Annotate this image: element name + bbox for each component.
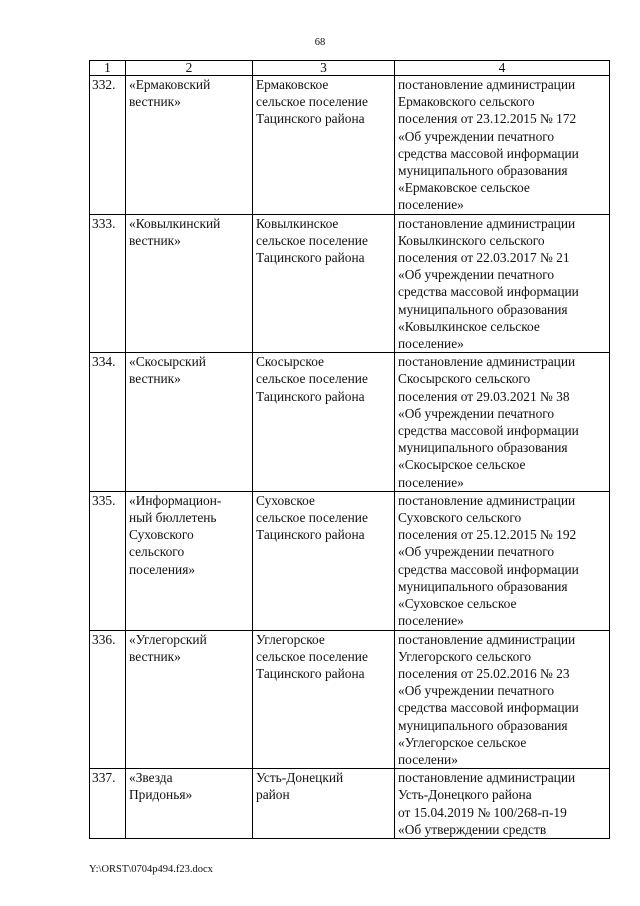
row-number: 334. [90,353,126,492]
text-line: Придонья» [129,787,193,803]
text-line: постановление администрации [398,631,576,647]
text-line: поселения» [129,561,196,577]
text-line: поселение» [398,336,464,352]
text-line: «Об учреждении печатного [398,128,555,144]
text-line: постановление администрации [398,770,576,786]
text-line: сельское поселение [256,371,368,387]
text-line: поселения от 25.02.2016 № 23 [398,665,570,681]
column-header: 4 [395,61,610,76]
text-line: поселение» [398,474,464,490]
text-line: сельское поселение [256,94,368,110]
row-number: 332. [90,76,126,215]
text-line: Суховское [256,492,315,508]
table-row [90,76,610,215]
publication-name [126,630,253,769]
publication-name [126,769,253,839]
publication-name [126,353,253,492]
founder-settlement [253,630,395,769]
text-line: сельское поселение [256,232,368,248]
founding-decree [395,76,610,215]
text-line: сельское поселение [256,510,368,526]
row-number: 337. [90,769,126,839]
text-line: муниципального образования [398,440,568,456]
founder-settlement [253,76,395,215]
row-number: 335. [90,491,126,630]
founding-decree [395,491,610,630]
table-row [90,630,610,769]
text-line: Суховского [129,527,194,543]
founding-decree [395,353,610,492]
text-line: «Суховское сельское [398,596,517,612]
text-line: Ермаковского сельского [398,94,535,110]
column-header: 2 [126,61,253,76]
text-line: средства массовой информации [398,561,579,577]
text-line: «Ермаковский [129,77,211,92]
text-line: муниципального образования [398,301,568,317]
text-line: «Об учреждении печатного [398,683,555,699]
text-line: «Ермаковское сельское [398,180,530,196]
text-line: постановление администрации [398,492,576,508]
text-line: муниципального образования [398,717,568,733]
text-line: Ковылкинского сельского [398,232,545,248]
text-line: «Скосырский [129,354,206,370]
row-number: 336. [90,630,126,769]
text-line: поселения от 23.12.2015 № 172 [398,111,577,127]
text-line: поселения от 22.03.2017 № 21 [398,250,570,266]
text-line: «Углегорский [129,631,207,647]
text-line: вестник» [129,232,181,248]
text-line: Тацинского района [256,388,365,404]
text-line: средства массовой информации [398,284,579,300]
text-line: сельского [129,544,185,560]
text-line: муниципального образования [398,163,568,179]
text-line: Суховского сельского [398,510,522,526]
text-line: Тацинского района [256,250,365,266]
publication-name [126,214,253,353]
text-line: Скосырского сельского [398,371,531,387]
text-line: «Об учреждении печатного [398,267,555,283]
text-line: Усть-Донецкий [256,770,344,786]
text-line: вестник» [129,371,181,387]
text-line: «Ковылкинский [129,215,221,231]
footer-file-path: Y:\ORST\0704p494.f23.docx [89,864,213,875]
table-row [90,214,610,353]
founding-decree [395,769,610,839]
text-line: Усть-Донецкого района [398,787,532,803]
founding-decree [395,214,610,353]
text-line: «Об утверждении средств [398,821,547,837]
text-line: сельское поселение [256,648,368,664]
text-line: «Об учреждении печатного [398,405,555,421]
text-line: Тацинского района [256,665,365,681]
text-line: поселения от 29.03.2021 № 38 [398,388,570,404]
text-line: «Информацион- [129,492,222,508]
text-line: «Углегорское сельское [398,734,527,750]
text-line: Тацинского района [256,111,365,127]
text-line: Тацинского района [256,527,365,543]
text-line: «Скосырское сельское [398,457,526,473]
column-header: 1 [90,61,126,76]
text-line: «Звезда [129,770,173,786]
table-header-row [90,61,610,76]
table-body [90,76,610,839]
text-line: Ермаковское [256,77,329,92]
text-line: район [256,787,290,803]
column-header: 3 [253,61,395,76]
founder-settlement [253,491,395,630]
table-row [90,353,610,492]
text-line: поселени» [398,751,458,767]
text-line: поселение» [398,197,464,213]
text-line: постановление администрации [398,215,576,231]
table-row [90,769,610,839]
text-line: «Ковылкинское сельское [398,318,540,334]
text-line: средства массовой информации [398,145,579,161]
page-number: 68 [314,37,326,48]
registry-table [89,60,610,839]
founding-decree [395,630,610,769]
text-line: Углегорского сельского [398,648,532,664]
text-line: средства массовой информации [398,423,579,439]
text-line: постановление администрации [398,354,576,370]
text-line: поселения от 25.12.2015 № 192 [398,527,577,543]
text-line: Скосырское [256,354,324,370]
founder-settlement [253,769,395,839]
publication-name [126,491,253,630]
text-line: муниципального образования [398,578,568,594]
text-line: поселение» [398,613,464,629]
text-line: постановление администрации [398,77,576,92]
text-line: Ковылкинское [256,215,339,231]
text-line: ный бюллетень [129,510,217,526]
text-line: вестник» [129,648,181,664]
text-line: от 15.04.2019 № 100/268-п-19 [398,804,567,820]
text-line: «Об учреждении печатного [398,544,555,560]
publication-name [126,76,253,215]
text-line: Углегорское [256,631,325,647]
text-line: средства массовой информации [398,700,579,716]
text-line: вестник» [129,94,181,110]
table-row [90,491,610,630]
row-number: 333. [90,214,126,353]
founder-settlement [253,353,395,492]
founder-settlement [253,214,395,353]
